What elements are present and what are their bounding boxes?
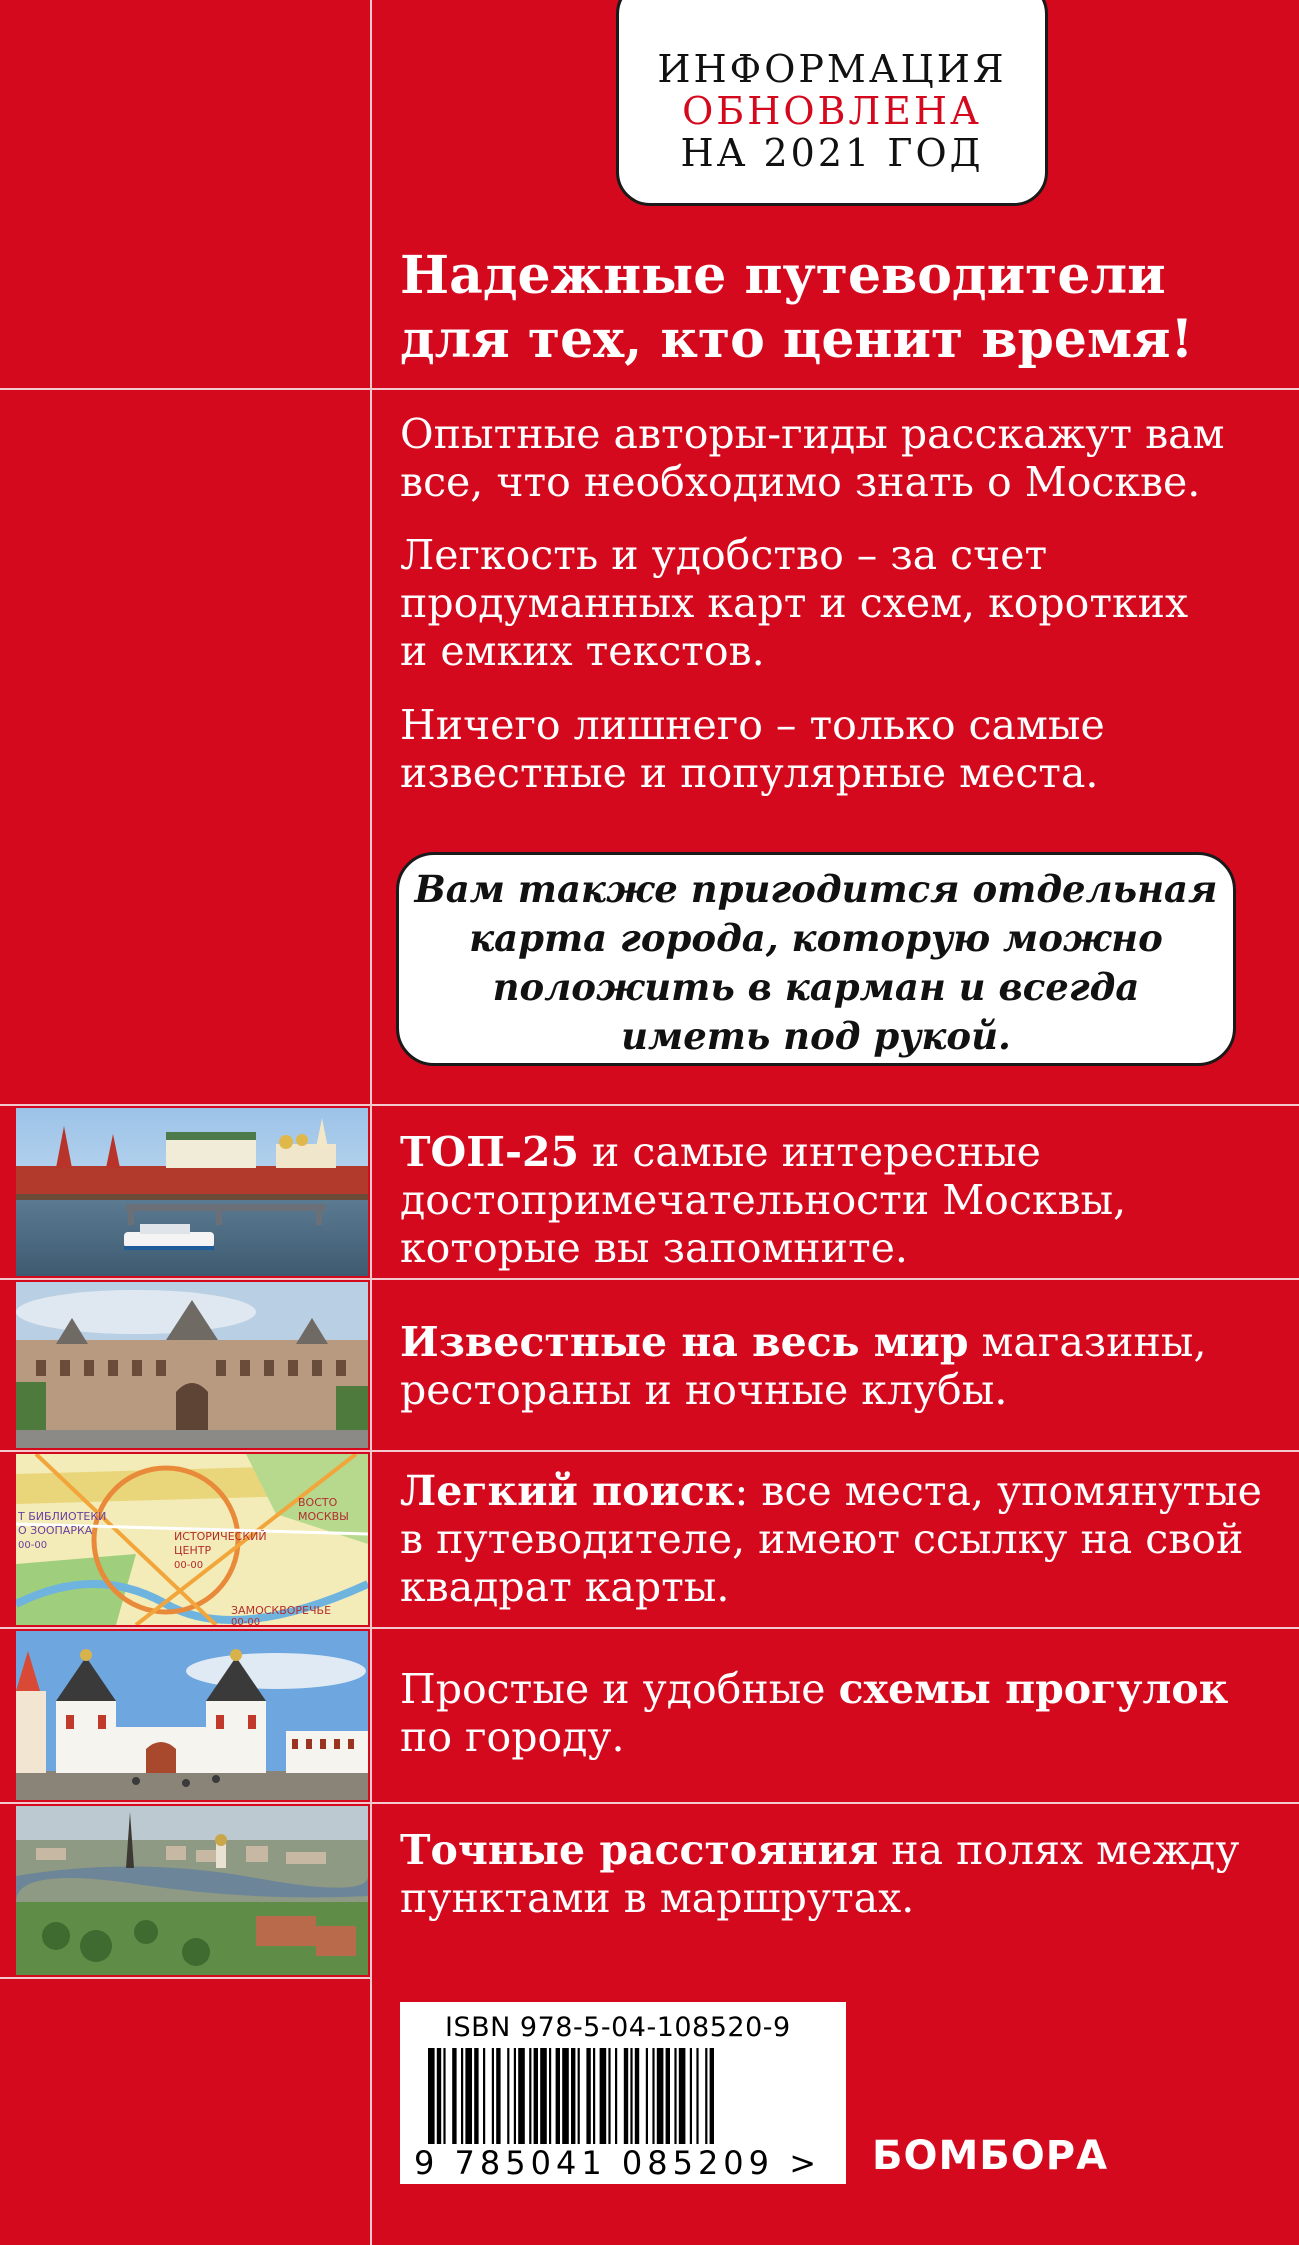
update-badge	[616, 0, 1048, 206]
barcode-bar	[492, 2048, 494, 2144]
barcode-bar	[428, 2048, 435, 2144]
feature-3-rest: : все места, упомянутые	[734, 1467, 1262, 1515]
intro-2-line-2: продуманных карт и схем, коротких	[400, 579, 1189, 627]
map-label-east: ВОСТО	[298, 1496, 338, 1509]
publisher-logo: БОМБОРА	[872, 2133, 1109, 2179]
intro-3-line-2: известные и популярные места.	[400, 749, 1099, 797]
intro-1-line-2: все, что необходимо знать о Москве.	[400, 458, 1201, 506]
kremlin-river-photo	[16, 1108, 368, 1276]
barcode-bar	[666, 2048, 670, 2144]
map-label-historic: ИСТОРИЧЕСКИЙ	[174, 1530, 267, 1543]
feature-shops	[400, 1318, 1270, 1414]
barcode-bar	[690, 2048, 692, 2144]
barcode-bar	[586, 2048, 590, 2144]
barcode-bar	[507, 2048, 509, 2144]
divider-feature-2	[0, 1450, 1299, 1452]
barcode-bar	[529, 2048, 531, 2144]
city-map-photo	[16, 1454, 368, 1625]
feature-top25	[400, 1128, 1270, 1272]
barcode-bar	[630, 2048, 632, 2144]
feature-3-line-3: квадрат карты.	[400, 1563, 730, 1611]
feature-2-bold: Известные на весь мир	[400, 1318, 969, 1366]
badge-line-1: ИНФОРМАЦИЯ	[657, 47, 1007, 91]
izmailovo-kremlin-photo	[16, 1631, 368, 1800]
barcode-bar	[578, 2048, 580, 2144]
divider-feature-3	[0, 1627, 1299, 1629]
barcode-bar	[474, 2048, 478, 2144]
map-label-code-3: 00-00	[231, 1617, 261, 1625]
divider-feature-5	[0, 1977, 372, 1979]
barcode-bar	[593, 2048, 595, 2144]
intro-paragraph-1	[400, 410, 1260, 506]
barcode-bar	[496, 2048, 500, 2144]
feature-5-line-2: пунктами в маршрутах.	[400, 1874, 915, 1922]
barcode-bar	[437, 2048, 441, 2144]
barcode-bar	[600, 2048, 607, 2144]
feature-5-rest: на полях между	[878, 1826, 1240, 1874]
isbn-barcode	[400, 2002, 846, 2184]
headline-line-2: для тех, кто ценит время!	[400, 309, 1194, 370]
feature-5-bold: Точные расстояния	[400, 1826, 879, 1874]
barcode-bar	[608, 2048, 610, 2144]
feature-3-bold: Легкий поиск	[400, 1467, 735, 1515]
feature-distances	[400, 1826, 1270, 1922]
barcode-bar	[674, 2048, 676, 2144]
badge-line-2: ОБНОВЛЕНА	[682, 89, 982, 133]
map-label-zoo: О ЗООПАРКА	[18, 1524, 93, 1537]
callout-line-3: положить в карман и всегда	[492, 965, 1140, 1009]
barcode-bar	[549, 2048, 551, 2144]
barcode-bar	[514, 2048, 516, 2144]
map-label-moscow: МОСКВЫ	[298, 1510, 349, 1523]
map-label-code-1: 00-00	[18, 1540, 48, 1551]
divider-feature-1	[0, 1278, 1299, 1280]
barcode-bar	[657, 2048, 664, 2144]
intro-paragraph-2	[400, 531, 1260, 675]
barcode-bar	[646, 2048, 648, 2144]
map-label-zamoskvorechye: ЗАМОСКВОРЕЧЬЕ	[231, 1604, 332, 1617]
map-label-center: ЦЕНТР	[174, 1544, 212, 1557]
divider-feature-4	[0, 1802, 1299, 1804]
feature-walks	[400, 1665, 1270, 1761]
feature-4-pre: Простые и удобные	[400, 1665, 839, 1713]
barcode-bar	[652, 2048, 654, 2144]
barcode-bar	[465, 2048, 472, 2144]
feature-4-line-2: по городу.	[400, 1713, 625, 1761]
feature-4-bold: схемы прогулок	[838, 1665, 1229, 1713]
barcode-bar	[540, 2048, 547, 2144]
intro-paragraph-3	[400, 701, 1260, 797]
barcode-digits: 9 785041 085209 >	[414, 2144, 821, 2182]
callout-line-1: Вам также пригодится отдельная	[414, 867, 1218, 911]
feature-1-bold: ТОП-25	[400, 1128, 580, 1176]
headline	[400, 244, 1280, 372]
vertical-divider	[370, 0, 372, 2245]
barcode-bar	[635, 2048, 639, 2144]
intro-2-line-1: Легкость и удобство – за счет	[400, 531, 1048, 579]
gum-store-photo	[16, 1282, 368, 1448]
barcode-bar	[534, 2048, 538, 2144]
barcode-bar	[562, 2048, 569, 2144]
feature-1-line-2: достопримечательности Москвы,	[400, 1176, 1127, 1224]
headline-line-1: Надежные путеводители	[400, 245, 1166, 306]
divider-intro	[0, 388, 1299, 390]
barcode-bar	[696, 2048, 698, 2144]
barcode-bar	[679, 2048, 686, 2144]
pocket-map-callout	[396, 852, 1236, 1066]
barcode-bars	[428, 2048, 818, 2144]
badge-line-3: НА 2021 ГОД	[680, 131, 984, 175]
barcode-bar	[556, 2048, 560, 2144]
intro-1-line-1: Опытные авторы-гиды расскажут вам	[400, 410, 1225, 458]
callout-line-2: карта города, которую можно	[469, 916, 1163, 960]
intro-2-line-3: и емких текстов.	[400, 627, 765, 675]
aerial-moscow-photo	[16, 1806, 368, 1975]
barcode-bar	[705, 2048, 707, 2144]
barcode-bar	[615, 2048, 617, 2144]
map-label-code-2: 00-00	[174, 1560, 204, 1571]
feature-2-line-2: рестораны и ночные клубы.	[400, 1366, 1008, 1414]
feature-2-rest: магазины,	[968, 1318, 1207, 1366]
barcode-bar	[518, 2048, 525, 2144]
feature-1-rest: и самые интересные	[579, 1128, 1041, 1176]
intro-3-line-1: Ничего лишнего – только самые	[400, 701, 1105, 749]
barcode-bar	[483, 2048, 485, 2144]
isbn-text: ISBN 978-5-04-108520-9	[445, 2012, 791, 2043]
divider-features-top	[0, 1104, 1299, 1106]
barcode-bar	[461, 2048, 463, 2144]
feature-search	[400, 1467, 1270, 1611]
barcode-bar	[624, 2048, 628, 2144]
map-label-library: Т БИБЛИОТЕКИ	[18, 1510, 107, 1523]
callout-line-4: иметь под рукой.	[621, 1014, 1011, 1058]
feature-3-line-2: в путеводителе, имеют ссылку на свой	[400, 1515, 1244, 1563]
barcode-bar	[710, 2048, 714, 2144]
feature-1-line-3: которые вы запомните.	[400, 1224, 908, 1272]
barcode-bar	[452, 2048, 456, 2144]
barcode-bar	[443, 2048, 445, 2144]
barcode-bar	[571, 2048, 575, 2144]
